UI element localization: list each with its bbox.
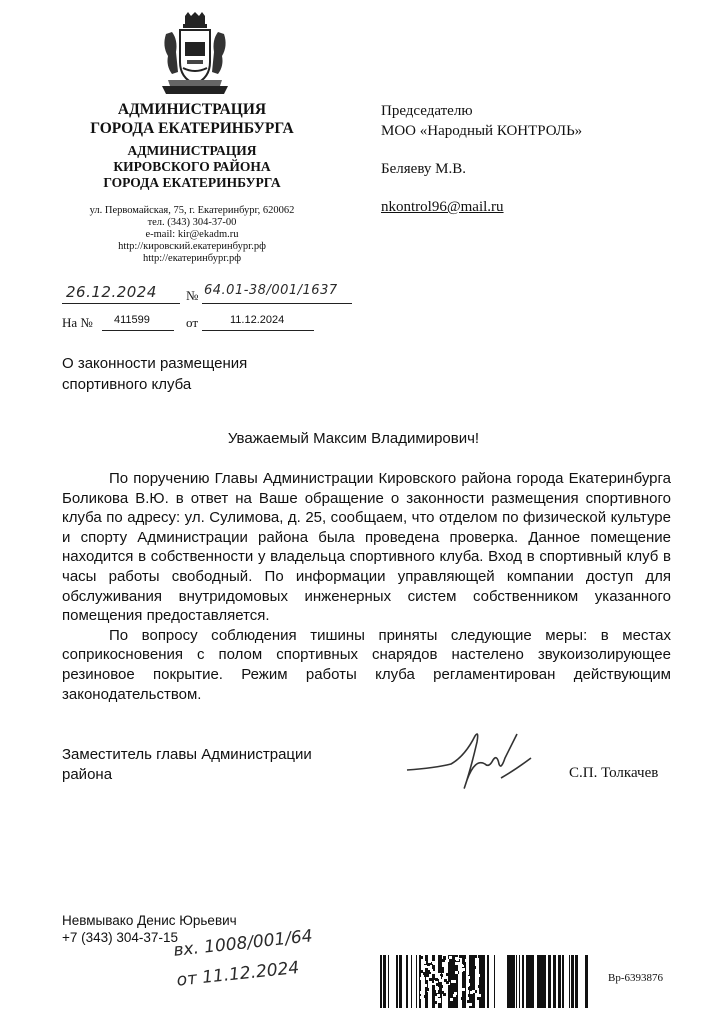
recipient-title: Председателю — [381, 103, 473, 119]
recipient-block — [381, 101, 582, 217]
subject-line: спортивного клуба — [62, 376, 192, 393]
org-address: ул. Первомайская, 75, г. Екатеринбург, 620062 — [89, 205, 295, 216]
org-phone: тел. (343) 304-37-00 — [147, 217, 237, 228]
org-website: http://кировский.екатеринбург.рф — [118, 241, 266, 252]
reply-to-line — [62, 313, 322, 333]
org-contacts — [60, 205, 324, 265]
greeting: Уважаемый Максим Владимирович! — [227, 430, 480, 447]
reply-number-label: На № — [62, 315, 93, 330]
org-website: http://екатеринбург.рф — [142, 253, 242, 264]
outgoing-number: 64.01-38/001/1637 — [204, 283, 338, 298]
signatory-name: С.П. Толкачев — [569, 765, 659, 781]
letter-body — [62, 469, 671, 704]
signatory-position-line: района — [62, 766, 113, 783]
outgoing-registration — [62, 285, 352, 305]
recipient-email-link[interactable]: nkontrol96@mail.ru — [381, 199, 504, 215]
org-sub-line: КИРОВСКОГО РАЙОНА — [113, 159, 271, 174]
org-main-title — [60, 100, 324, 138]
inbound-date: от 11.12.2024 — [175, 957, 301, 991]
coat-of-arms-icon — [158, 12, 232, 96]
reply-date: 11.12.2024 — [230, 314, 285, 326]
recipient-organization: МОО «Народный КОНТРОЛЬ» — [381, 123, 583, 139]
reply-from-label: от — [186, 315, 199, 330]
outgoing-date: 26.12.2024 — [66, 283, 157, 301]
org-main-line: ГОРОДА ЕКАТЕРИНБУРГА — [90, 120, 294, 137]
org-sub-title — [60, 143, 324, 191]
org-main-line: АДМИНИСТРАЦИЯ — [117, 101, 267, 118]
reply-number: 411599 — [114, 314, 150, 326]
handwritten-signature — [405, 728, 535, 798]
inbound-number: вх. 1008/001/64 — [172, 926, 314, 961]
body-paragraph: По поручению Главы Администрации Кировского района города Екатеринбурга Боликова В.Ю. в ответ на Ваше обращение о законности размещения спортивного клуба по адресу: ул. Сулимова, д. 25, сообщаем, что отделом по физической культуре и спорту Администрации района была проведена проверка. Данное помещение находится в собственности у владельца спортивного клуба. Вход в спортивный клуб в часы работы свободный. По информации управляющей компании доступ для обслуживания внутридомовых инженерных систем собственником указанного помещения предоставляется. — [62, 470, 671, 625]
org-email: e-mail: kir@ekadm.ru — [145, 229, 239, 240]
reply-number-underline — [102, 330, 174, 331]
number-label: № — [186, 288, 199, 303]
number-underline — [202, 303, 352, 304]
signatory-position — [62, 745, 312, 785]
executor-phone: +7 (343) 304-37-15 — [62, 930, 178, 945]
recipient-name: Беляеву М.В. — [381, 161, 466, 177]
executor-name: Невмывако Денис Юрьевич — [62, 913, 237, 928]
org-sub-line: АДМИНИСТРАЦИЯ — [127, 143, 257, 158]
body-paragraph: По вопросу соблюдения тишины приняты следующие меры: в местах соприкосновения с полом спортивных снарядов настелено звукоизолирующее резиновое покрытие. Режим работы клуба регламентирован действующим законодательством. — [62, 626, 671, 703]
date-underline — [62, 303, 180, 304]
barcode-icon — [380, 955, 590, 1008]
signatory-position-line: Заместитель главы Администрации — [62, 746, 312, 763]
org-sub-line: ГОРОДА ЕКАТЕРИНБУРГА — [103, 175, 281, 190]
reply-date-underline — [202, 330, 314, 331]
subject-line: О законности размещения — [62, 355, 248, 372]
letter-subject — [62, 353, 247, 395]
document-id: Вр-6393876 — [608, 972, 663, 984]
